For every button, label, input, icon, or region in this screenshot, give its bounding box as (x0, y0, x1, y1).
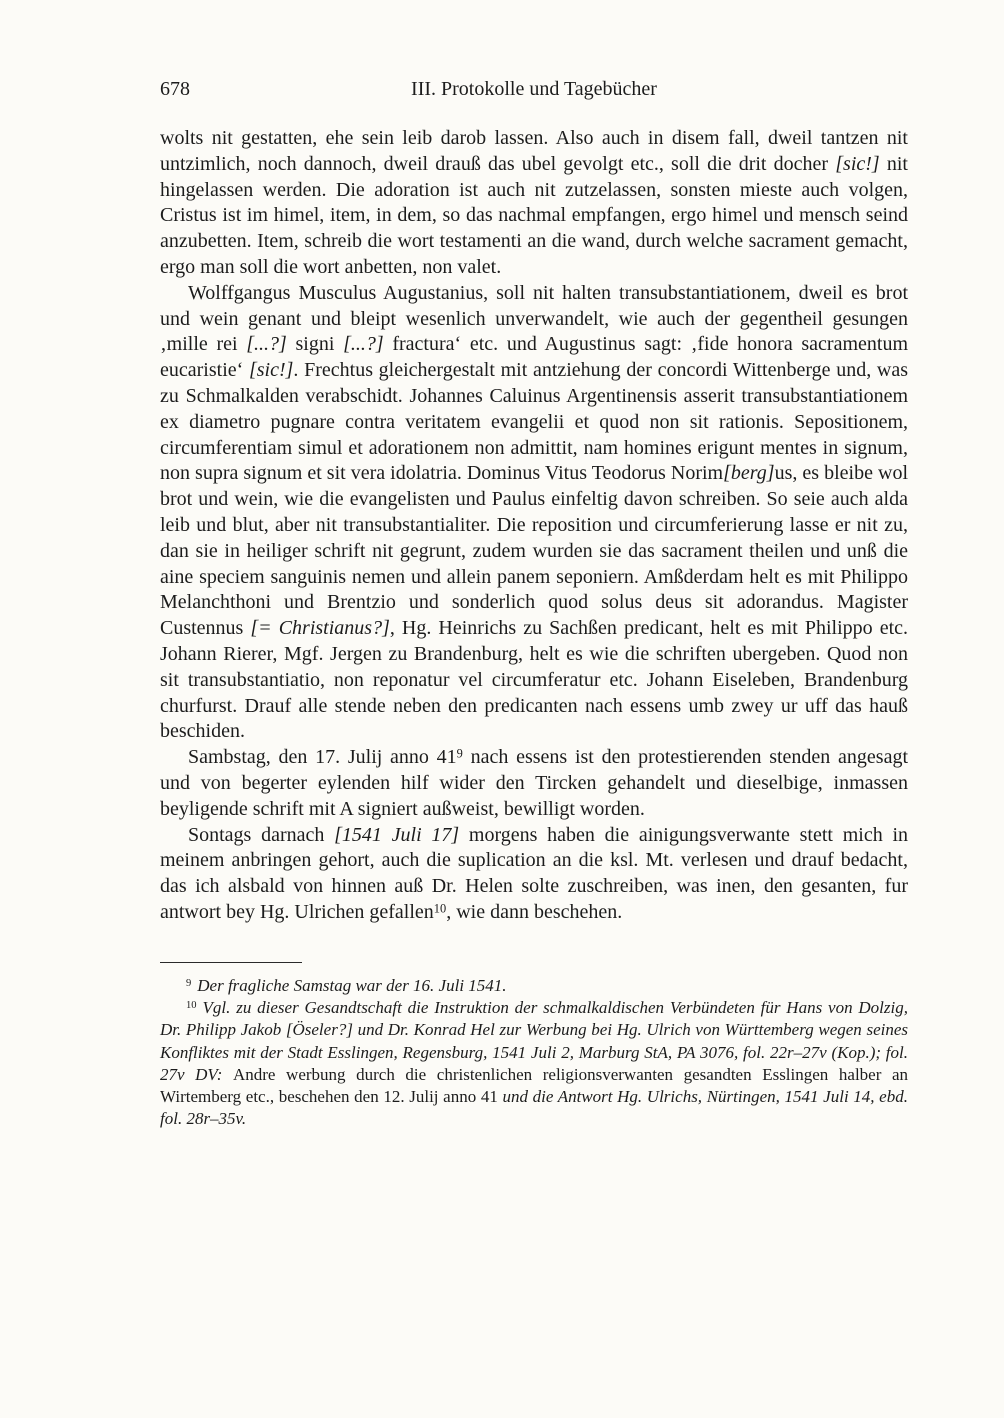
text-run: morgens haben die ainigungsverwante stett mich in meinem anbringen gehort, auch die suplication an die ksl. Mt. verlesen und drauf bedacht, das ich alsbald von hinnen auß Dr. Helen solte zuschreiben, was inen, den gesanten, fur antwort bey Hg. Ulrichen gefallen (160, 823, 908, 923)
paragraph (160, 126, 908, 281)
italic-run: [sic!] (248, 359, 294, 382)
italic-run: und die Antwort Hg. Ulrichs, Nürtingen, 1541 Juli 14, ebd. fol. 28r–35v. (160, 1087, 908, 1129)
italic-run: [berg] (723, 462, 775, 485)
text-run: nit hingelassen werden. Die adoration ist auch nit zutzelassen, sonsten mieste auch volgen, Cristus ist im himel, item, in dem, so das nachmal empfangen, ergo himel und mensch seind anzubetten. Item, schreib die wort testamenti an die wand, durch welche sacrament gemacht, ergo man soll die wort anbetten, non valet. (160, 152, 908, 278)
italic-run: [...?] (343, 333, 384, 356)
italic-run: [...?] (246, 333, 287, 356)
footnote-marker: 9 (186, 977, 192, 989)
running-title: III. Protokolle und Tagebücher (411, 78, 657, 100)
paragraph (160, 281, 908, 745)
text-run: us, es bleibe wol brot und wein, wie die evangelisten und Paulus einfeltig davon schreiben. So seie auch alda leib und blut, aber nit transubstantialiter. Die reposition und circumferierung lasse er nit zu, dan sie in heiliger schrift nit gegrunt, zudem wurden sie das sacrament theilen und unß die aine speciem sanguinis nemen und allein panem seponiern. Amßderdam helt es mit Philippo Melanchthoni und Brentzio und sonderlich quod solus deus sit adorandus. Magister Custennus (160, 462, 909, 640)
italic-run: [sic!] (835, 152, 880, 175)
footnote (160, 975, 908, 997)
italic-run: [1541 Juli 17] (334, 823, 460, 846)
text-run: , Hg. Heinrichs zu Sachßen predicant, helt es mit Philippo etc. Johann Rierer, Mgf. Jergen zu Brandenburg, helt es wie die schriften ubergeben. Quod non sit transubstantiatio, non reponatur vel circumferatur etc. Johann Eiseleben, Brandenburg churfurst. Drauf alle stende neben den predicanten nach essens umb zwey ur uff das hauß beschiden. (160, 617, 909, 743)
page-header (160, 76, 908, 102)
italic-run: Der fragliche Samstag war der 16. Juli 1541. (197, 975, 507, 995)
text-run: , wie dann beschehen. (446, 900, 623, 923)
footnotes-list (160, 975, 908, 1131)
text-run: nach essens ist den protestierenden stenden angesagt und von begerter eylenden hilf wider den Tircken gehandelt und dieselbige, inmassen beyligende schrift mit A signiert außweist, bewilligt worden. (160, 746, 909, 820)
paragraph (160, 823, 908, 926)
italic-run: Vgl. zu dieser Gesandtschaft die Instruktion der schmalkaldischen Verbündeten für Hans von Dolzig, Dr. Philipp Jakob [Öseler?] und Dr. Konrad Hel zur Werbung bei Hg. Ulrich von Württemberg wegen seines Konfliktes mit der Stadt Esslingen, Regensburg, 1541 Juli 2, Marburg StA, PA 3076, fol. 22r–27v (Kop.); fol. 27v DV: (160, 998, 908, 1084)
italic-run: [= Christianus?] (250, 617, 390, 640)
footnotes-section (160, 962, 908, 1131)
text-run: Andre werbung durch die christenlichen religionsverwanten gesandten Esslingen halber an Wirtemberg etc., beschehen den 12. Julij anno 41 (160, 1064, 909, 1107)
footnote-ref: 9 (456, 746, 463, 761)
text-run: . Frechtus gleichergestalt mit antziehung der concordi Wittenberge und, was zu Schmalkalden verabschidt. Johannes Caluinus Argentinensis asserit transubstantiationem ex diametro pugnare contra veritatem evangelii et quod non sit rationis. Sepositionem, circumferentiam simul et adorationem non admittit, nam homines erigunt mentes in signum, non supra signum et sit vera idolatria. Dominus Vitus Teodorus Norim (160, 359, 909, 485)
page-number: 678 (160, 78, 190, 100)
text-run: signi (286, 333, 344, 356)
main-text (160, 126, 908, 926)
paragraph (160, 745, 908, 822)
footnote-marker: 10 (186, 1000, 197, 1012)
text-run: Wolffgangus Musculus Augustanius, soll nit halten transubstantiationem, dweil es brot und wein genant und bleipt wesenlich unverwandelt, wie auch der gegentheil gesungen ‚mille rei (160, 281, 908, 356)
text-run: Sambstag, den 17. Julij anno 41 (188, 746, 457, 769)
text-run: fractura‘ etc. und Augustinus sagt: ‚fide honora sacramentum eucaristie‘ (160, 333, 909, 382)
text-run: Sontags darnach (188, 823, 335, 846)
footnote-ref: 10 (433, 901, 447, 916)
footnote (160, 997, 908, 1131)
footnote-separator (160, 962, 302, 963)
text-run: wolts nit gestatten, ehe sein leib darob lassen. Also auch in disem fall, dweil tantzen nit untzimlich, noch dannoch, dweil drauß das ubel gevolgt etc., soll die drit docher (160, 127, 908, 175)
